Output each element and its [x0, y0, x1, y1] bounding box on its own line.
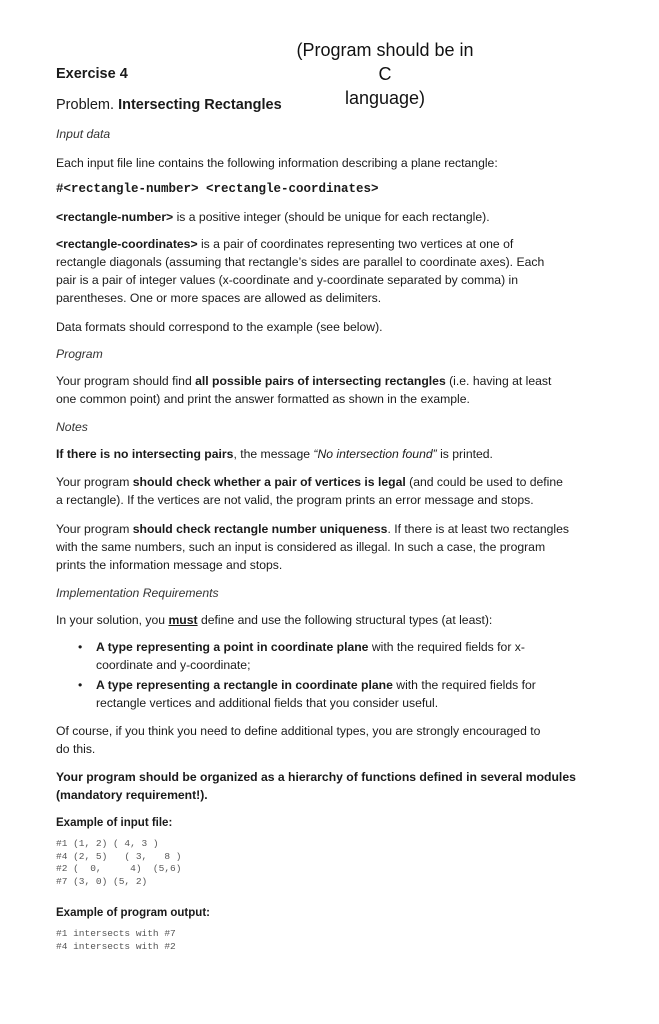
- organization-requirement: [56, 768, 591, 804]
- problem-prefix: Problem.: [56, 97, 119, 113]
- org-line1: Your program should be organized as a hierarchy of functions defined in several modules: [56, 770, 576, 784]
- notes-p2-bold: should check whether a pair of vertices is legal: [132, 475, 406, 489]
- notes-p3-bold: should check rectangle number uniqueness: [132, 522, 388, 536]
- code-line: #4 intersects with #2: [56, 940, 176, 952]
- notes-p1-end: is printed.: [436, 447, 493, 461]
- impl-intro-c: define and use the following structural types (at least):: [197, 613, 493, 627]
- note-line-1: (Program should be in: [296, 40, 474, 60]
- coords-line-2: rectangle diagonals (assuming that rectangle’s sides are parallel to coordinate axes). Each: [56, 255, 545, 269]
- program-text-line2: one common point) and print the answer formatted as shown in the example.: [56, 392, 470, 406]
- notes-heading: Notes: [56, 420, 88, 434]
- rectangle-number-desc: [56, 208, 591, 226]
- code-line: #2 ( 0, 4) (5,6): [56, 863, 182, 874]
- impl-intro: [56, 611, 591, 629]
- additional-types-text: [56, 722, 591, 758]
- extra-line2: do this.: [56, 742, 96, 756]
- code-line: #4 (2, 5) ( 3, 8 ): [56, 850, 182, 862]
- language-note: [270, 38, 500, 110]
- org-line2: (mandatory requirement!).: [56, 788, 208, 802]
- rectangle-number-text: is a positive integer (should be unique for each rectangle).: [173, 210, 490, 224]
- code-line: #1 intersects with #7: [56, 928, 176, 939]
- code-line: #1 (1, 2) ( 4, 3 ): [56, 838, 159, 849]
- note-line-3: language): [344, 88, 426, 108]
- notes-p2-c: (and could be used to define: [405, 475, 563, 489]
- problem-title: [56, 97, 282, 113]
- bullet2-line2: rectangle vertices and additional fields that you consider useful.: [96, 696, 439, 710]
- list-item: [78, 638, 568, 674]
- exercise-title: Exercise 4: [56, 66, 128, 82]
- impl-intro-a: In your solution, you: [56, 613, 169, 627]
- notes-p2-a: Your program: [56, 475, 133, 489]
- bullet1-text: with the required fields for x-: [368, 640, 525, 654]
- bullet1-bold: A type representing a point in coordinate plane: [96, 640, 369, 654]
- program-text-c: (i.e. having at least: [445, 374, 552, 388]
- bullet2-bold: A type representing a rectangle in coordinate plane: [96, 678, 393, 692]
- example-input-heading: Example of input file:: [56, 817, 173, 829]
- bullet-icon: •: [78, 640, 83, 654]
- notes-p3-a: Your program: [56, 522, 133, 536]
- notes-p2: [56, 473, 591, 509]
- notes-p3: [56, 520, 591, 574]
- input-data-intro: Each input file line contains the following information describing a plane rectangle:: [56, 156, 498, 170]
- notes-p3-c: . If there is at least two rectangles: [387, 522, 569, 536]
- notes-p1-bold: If there is no intersecting pairs: [56, 447, 234, 461]
- code-line: #7 (3, 0) (5, 2): [56, 875, 148, 887]
- extra-line1: Of course, if you think you need to define additional types, you are strongly encouraged to: [56, 724, 541, 738]
- requirements-list: [78, 638, 568, 714]
- bullet-icon: •: [78, 678, 83, 692]
- program-heading: Program: [56, 347, 103, 361]
- problem-name: Intersecting Rectangles: [118, 97, 282, 113]
- notes-p3-line2: with the same numbers, such an input is considered as illegal. In such a case, the program: [56, 540, 546, 554]
- example-input-code: [56, 838, 181, 888]
- impl-intro-must: must: [168, 613, 198, 627]
- program-desc: [56, 372, 591, 408]
- list-item: [78, 676, 568, 712]
- note-line-2: C: [378, 64, 392, 84]
- coords-line-1: is a pair of coordinates representing two vertices at one of: [197, 237, 514, 251]
- program-text-bold: all possible pairs of intersecting rectangles: [195, 374, 446, 388]
- program-text-a: Your program should find: [56, 374, 196, 388]
- notes-p2-line2: a rectangle). If the vertices are not valid, the program prints an error message and stops.: [56, 493, 534, 507]
- example-output-code: [56, 928, 176, 953]
- coords-line-4: parentheses. One or more spaces are allowed as delimiters.: [56, 291, 382, 305]
- bullet1-line2: coordinate and y-coordinate;: [96, 658, 251, 672]
- impl-heading: Implementation Requirements: [56, 586, 219, 600]
- notes-p1-text: , the message: [233, 447, 314, 461]
- notes-p1-message: “No intersection found”: [313, 447, 437, 461]
- example-output-heading: Example of program output:: [56, 907, 210, 919]
- notes-p3-line3: prints the information message and stops.: [56, 558, 283, 572]
- bullet2-text: with the required fields for: [392, 678, 536, 692]
- notes-p1: [56, 445, 591, 463]
- rectangle-number-term: <rectangle-number>: [56, 210, 174, 224]
- input-format: #<rectangle-number> <rectangle-coordinates>: [56, 182, 379, 196]
- rectangle-coords-desc: [56, 235, 591, 307]
- rectangle-coords-term: <rectangle-coordinates>: [56, 237, 198, 251]
- input-data-heading: Input data: [56, 127, 111, 141]
- coords-line-3: pair is a pair of integer values (x-coordinate and y-coordinate separated by comma) in: [56, 273, 519, 287]
- data-formats-text: Data formats should correspond to the example (see below).: [56, 320, 383, 334]
